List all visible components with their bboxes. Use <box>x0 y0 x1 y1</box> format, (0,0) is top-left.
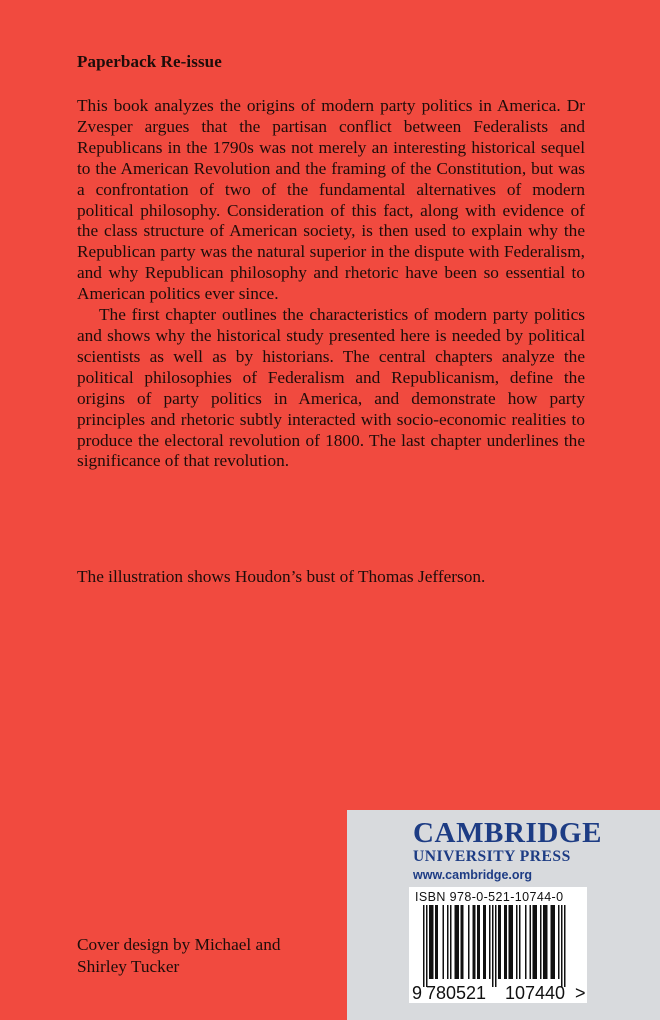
barcode-bar <box>429 905 431 979</box>
barcode-bar <box>458 905 460 979</box>
barcode-bar <box>473 905 475 979</box>
barcode-bar <box>489 905 491 979</box>
barcode-bar <box>495 905 497 987</box>
publisher-url: www.cambridge.org <box>413 868 533 882</box>
blurb <box>77 96 585 472</box>
barcode-bar <box>558 905 560 979</box>
barcode-bar <box>461 905 463 979</box>
barcode-bar <box>447 905 449 979</box>
barcode-bar <box>543 905 545 979</box>
barcode-end-mark: > <box>575 983 586 1003</box>
barcode-bar <box>456 905 458 979</box>
blurb-paragraph-1: This book analyzes the origins of modern party politics in America. Dr Zvesper argues that the partisan conflict between Federalists and Republicans in the 1790s was not merely an interesting historical sequel to the American Revolution and the framing of the Constitution, but was a confrontation of two of the fundamental alternatives of modern political philosophy. Consideration of this fact, along with evidence of the class structure of American society, is then used to explain why the Republican party was the natural superior in the dispute with Federalism, and why Republican philosophy and rhetoric have been so essential to American politics ever since. <box>77 96 585 304</box>
blurb-paragraph-2: The first chapter outlines the characteristics of modern party politics and shows why the historical study presented here is needed by political scientists as well as by historians. The central chapters analyze the political philosophies of Federalism and Republicanism, define the origins of party politics in America, and demonstrate how party principles and rhetoric subtly interacted with socio-economic realities to produce the electoral revolution of 1800. The last chapter underlines the significance of that revolution. <box>77 305 585 471</box>
barcode-digits-right: 107440 <box>505 983 566 1003</box>
barcode-bar <box>500 905 502 979</box>
barcode-bar <box>540 905 542 979</box>
barcode-bar <box>545 905 547 979</box>
barcode-panel <box>409 887 587 1003</box>
barcode-bar <box>561 905 563 987</box>
barcode-bar <box>546 905 548 979</box>
barcode-bar <box>462 905 464 979</box>
barcode-bar <box>432 905 434 979</box>
barcode-bar <box>498 905 500 979</box>
barcode-bars <box>423 905 566 987</box>
barcode-bar <box>533 905 535 979</box>
barcode-bar <box>504 905 506 979</box>
barcode-bar <box>426 905 428 987</box>
barcode-bar <box>477 905 479 979</box>
barcode-digit-first: 9 <box>412 983 423 1003</box>
illustration-note: The illustration shows Houdon’s bust of Thomas Jefferson. <box>77 567 486 586</box>
barcode-bar <box>551 905 553 979</box>
barcode-bar <box>431 905 433 979</box>
barcode-bar <box>534 905 536 979</box>
barcode-bar <box>485 905 487 979</box>
barcode-bar <box>516 905 518 979</box>
reissue-heading: Paperback Re-issue <box>77 52 222 71</box>
barcode-bar <box>479 905 481 979</box>
isbn-label: ISBN 978-0-521-10744-0 <box>415 890 564 904</box>
publisher-name: CAMBRIDGE <box>413 817 603 849</box>
barcode-digits-left: 780521 <box>426 983 487 1003</box>
barcode-bar <box>443 905 445 979</box>
barcode-bar <box>492 905 494 987</box>
barcode-bar <box>510 905 512 979</box>
barcode-bar <box>450 905 452 979</box>
barcode-bar <box>509 905 511 979</box>
publisher-panel <box>347 810 660 1020</box>
publisher-subname: UNIVERSITY PRESS <box>413 848 571 865</box>
barcode-bar <box>525 905 527 979</box>
barcode-bar <box>468 905 470 979</box>
barcode-bar <box>437 905 439 979</box>
barcode <box>409 887 587 1003</box>
barcode-bar <box>530 905 532 979</box>
barcode-bar <box>554 905 556 979</box>
barcode-bar <box>519 905 521 979</box>
cover-design-credit: Cover design by Michael and Shirley Tucker <box>77 935 281 976</box>
barcode-bar <box>483 905 485 979</box>
barcode-bar <box>435 905 437 979</box>
barcode-bar <box>474 905 476 979</box>
barcode-bar <box>564 905 566 987</box>
barcode-bar <box>506 905 508 979</box>
barcode-bar <box>423 905 425 987</box>
barcode-bar <box>512 905 514 979</box>
barcode-bar <box>552 905 554 979</box>
barcode-bar <box>455 905 457 979</box>
barcode-bar <box>536 905 538 979</box>
